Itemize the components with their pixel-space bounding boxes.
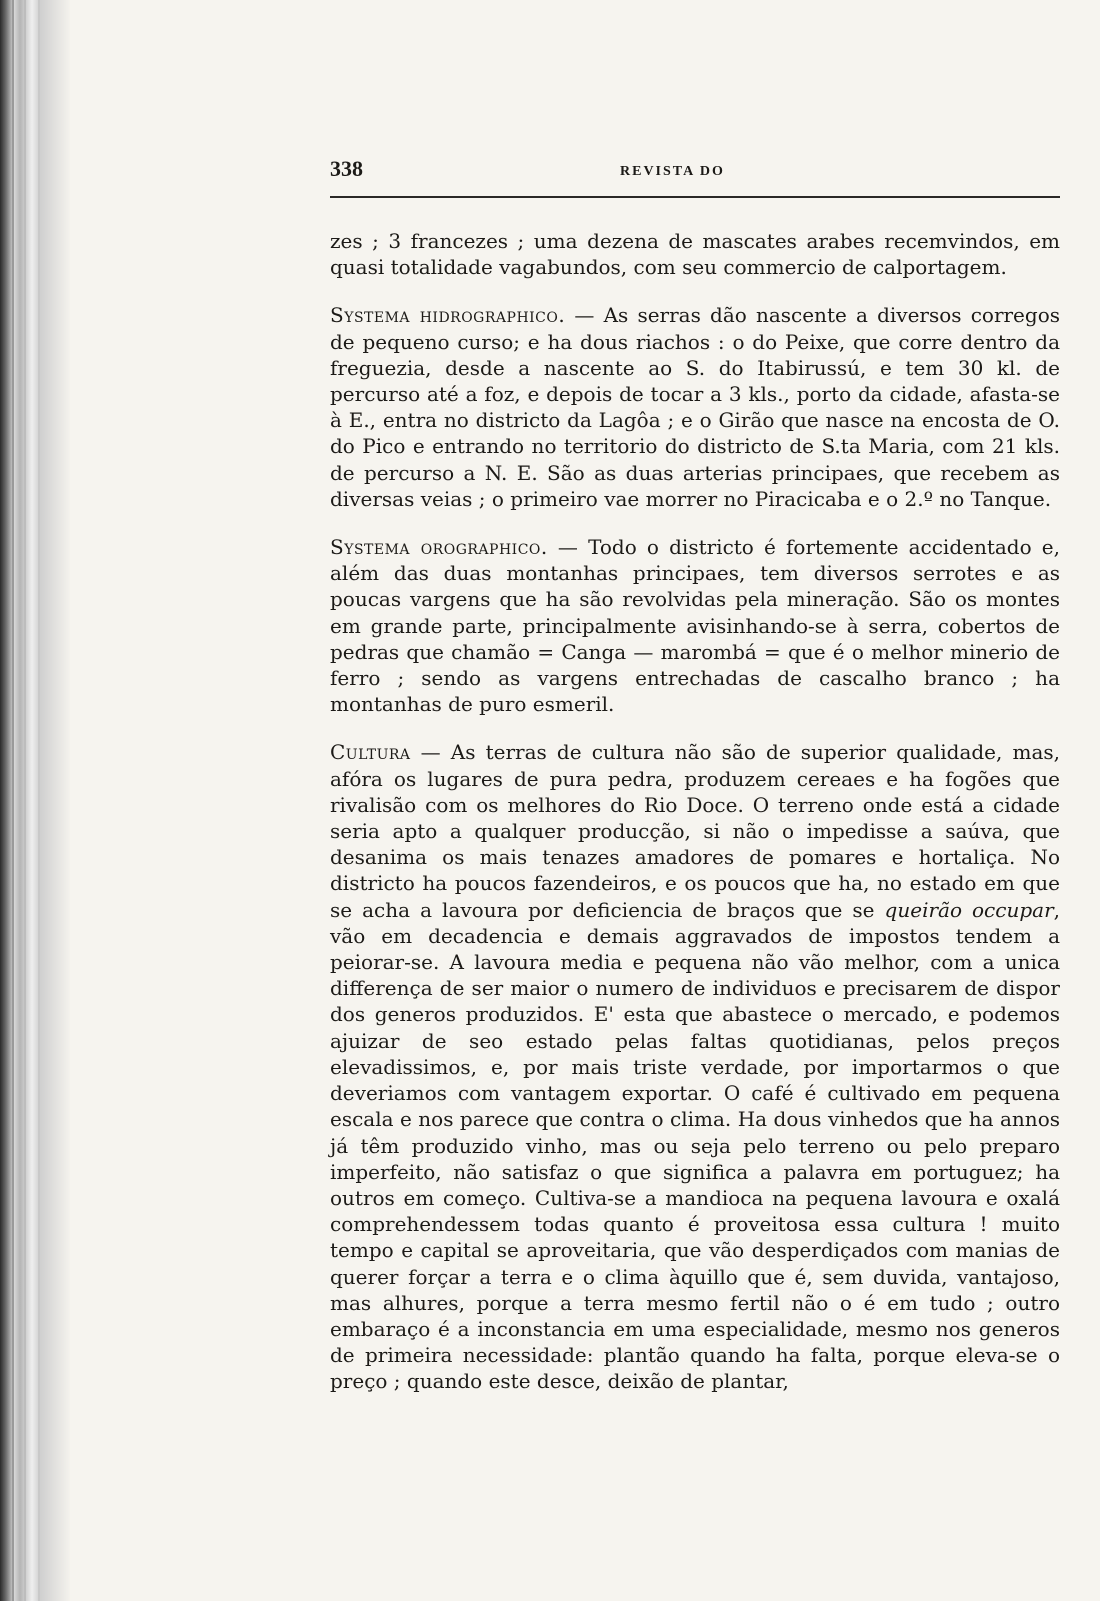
body-text (330, 228, 1060, 1395)
paragraph-text: Todo o districto é fortemente accidentado e, além das duas montanhas principaes, tem diversos serrotes e as poucas vargens que ha são revolvidas pela mineração. São os montes em grande parte, principalmente avisinhando-se à serra, cobertos de pedras que chamão = Canga — marombá = que é o melhor minerio de ferro ; sendo as vargens entrechadas de cascalho branco ; ha montanhas de puro esmeril. (330, 535, 1061, 717)
heading-dash: — (547, 535, 589, 560)
scan-edge-line (24, 0, 26, 1601)
paragraph-text: As terras de cultura não são de superior qualidade, mas, afóra os lugares de pura pedra, produzem cereaes e ha fogões que rivalisão com os melhores do Rio Doce. O terreno onde está a cidade seria apto a qualquer producção, si não o impedisse a saúva, que desanima os mais tenazes amadores de pomares e hortaliça. No districto ha poucos fazendeiros, e os poucos que ha, no estado em que se acha a lavoura por deficiencia de braços que se (330, 740, 1060, 922)
running-head (330, 156, 1060, 186)
paragraph-text: , vão em decadencia e demais aggravados de impostos tendem a peiorar-se. A lavoura media e pequena não vão melhor, com a unica differença de ser maior o numero de individuos e precisarem de dispor dos generos produzidos. E' esta que abastece o mercado, e podemos ajuizar de seo estado pelas faltas quotidianas, pelos preços elevadissimos, e, por mais triste verdade, por importarmos o que deveriamos com vantagem exportar. O café é cultivado em pequena escala e nos parece que contra o clima. Ha dous vinhedos que ha annos já têm produzido vinho, mas ou seja pelo terreno ou pelo preparo imperfeito, não satisfaz o que significa a palavra em portuguez; ha outros em começo. Cultiva-se a mandioca na pequena lavoura e oxalá comprehendessem todas quanto é proveitosa essa cultura ! muito tempo e capital se aproveitaria, que vão desperdiçados com manias de querer forçar a terra e o clima àquillo que é, sem duvida, vantajoso, mas alhures, porque a terra mesmo fertil não o é em tudo ; outro embaraço é a inconstancia em uma especialidade, mesmo nos generos de primeira necessidade: plantão quando ha falta, porque eleva-se o preço ; quando este desce, deixão de plantar, (330, 897, 1060, 1394)
emphasized-text: queirão occupar (884, 897, 1054, 922)
document-page (330, 156, 1060, 1456)
paragraph-orographico (330, 534, 1060, 717)
section-heading: Systema orographico. (330, 535, 548, 560)
text-line: zes ; 3 francezes ; uma dezena de mascates arabes recemvindos, em (330, 229, 1060, 253)
page-number: 338 (330, 156, 363, 181)
scan-edge-line (12, 0, 14, 1601)
heading-dash: — (565, 303, 604, 328)
section-heading: Cultura (330, 740, 411, 765)
paragraph-cultura (330, 739, 1060, 1394)
scan-edge (0, 0, 70, 1601)
text-line: quasi totalidade vagabundos, com seu commercio de calportagem. (330, 255, 1007, 280)
scan-edge-line (38, 0, 40, 1601)
paragraph-hidrographico (330, 302, 1060, 512)
paragraph-continuation (330, 228, 1060, 280)
heading-dash: — (410, 740, 451, 765)
header-rule (330, 196, 1060, 198)
running-head-title: REVISTA DO (620, 164, 725, 179)
paragraph-text: As serras dão nascente a diversos corregos de pequeno curso; e ha dous riachos : o do Peixe, que corre dentro da freguezia, desde a nascente ao S. do Itabirussú, e tem 30 kl. de percurso até a foz, e depois de tocar a 3 kls., porto da cidade, afasta-se à E., entra no districto da Lagôa ; e o Girão que nasce na encosta de O. do Pico e entrando no territorio do districto de S.ta Maria, com 21 kls. de percurso a N. E. São as duas arterias principaes, que recebem as diversas veias ; o primeiro vae morrer no Piracicaba e o 2.º no Tanque. (330, 303, 1061, 511)
section-heading: Systema hidrographico. (330, 303, 566, 328)
